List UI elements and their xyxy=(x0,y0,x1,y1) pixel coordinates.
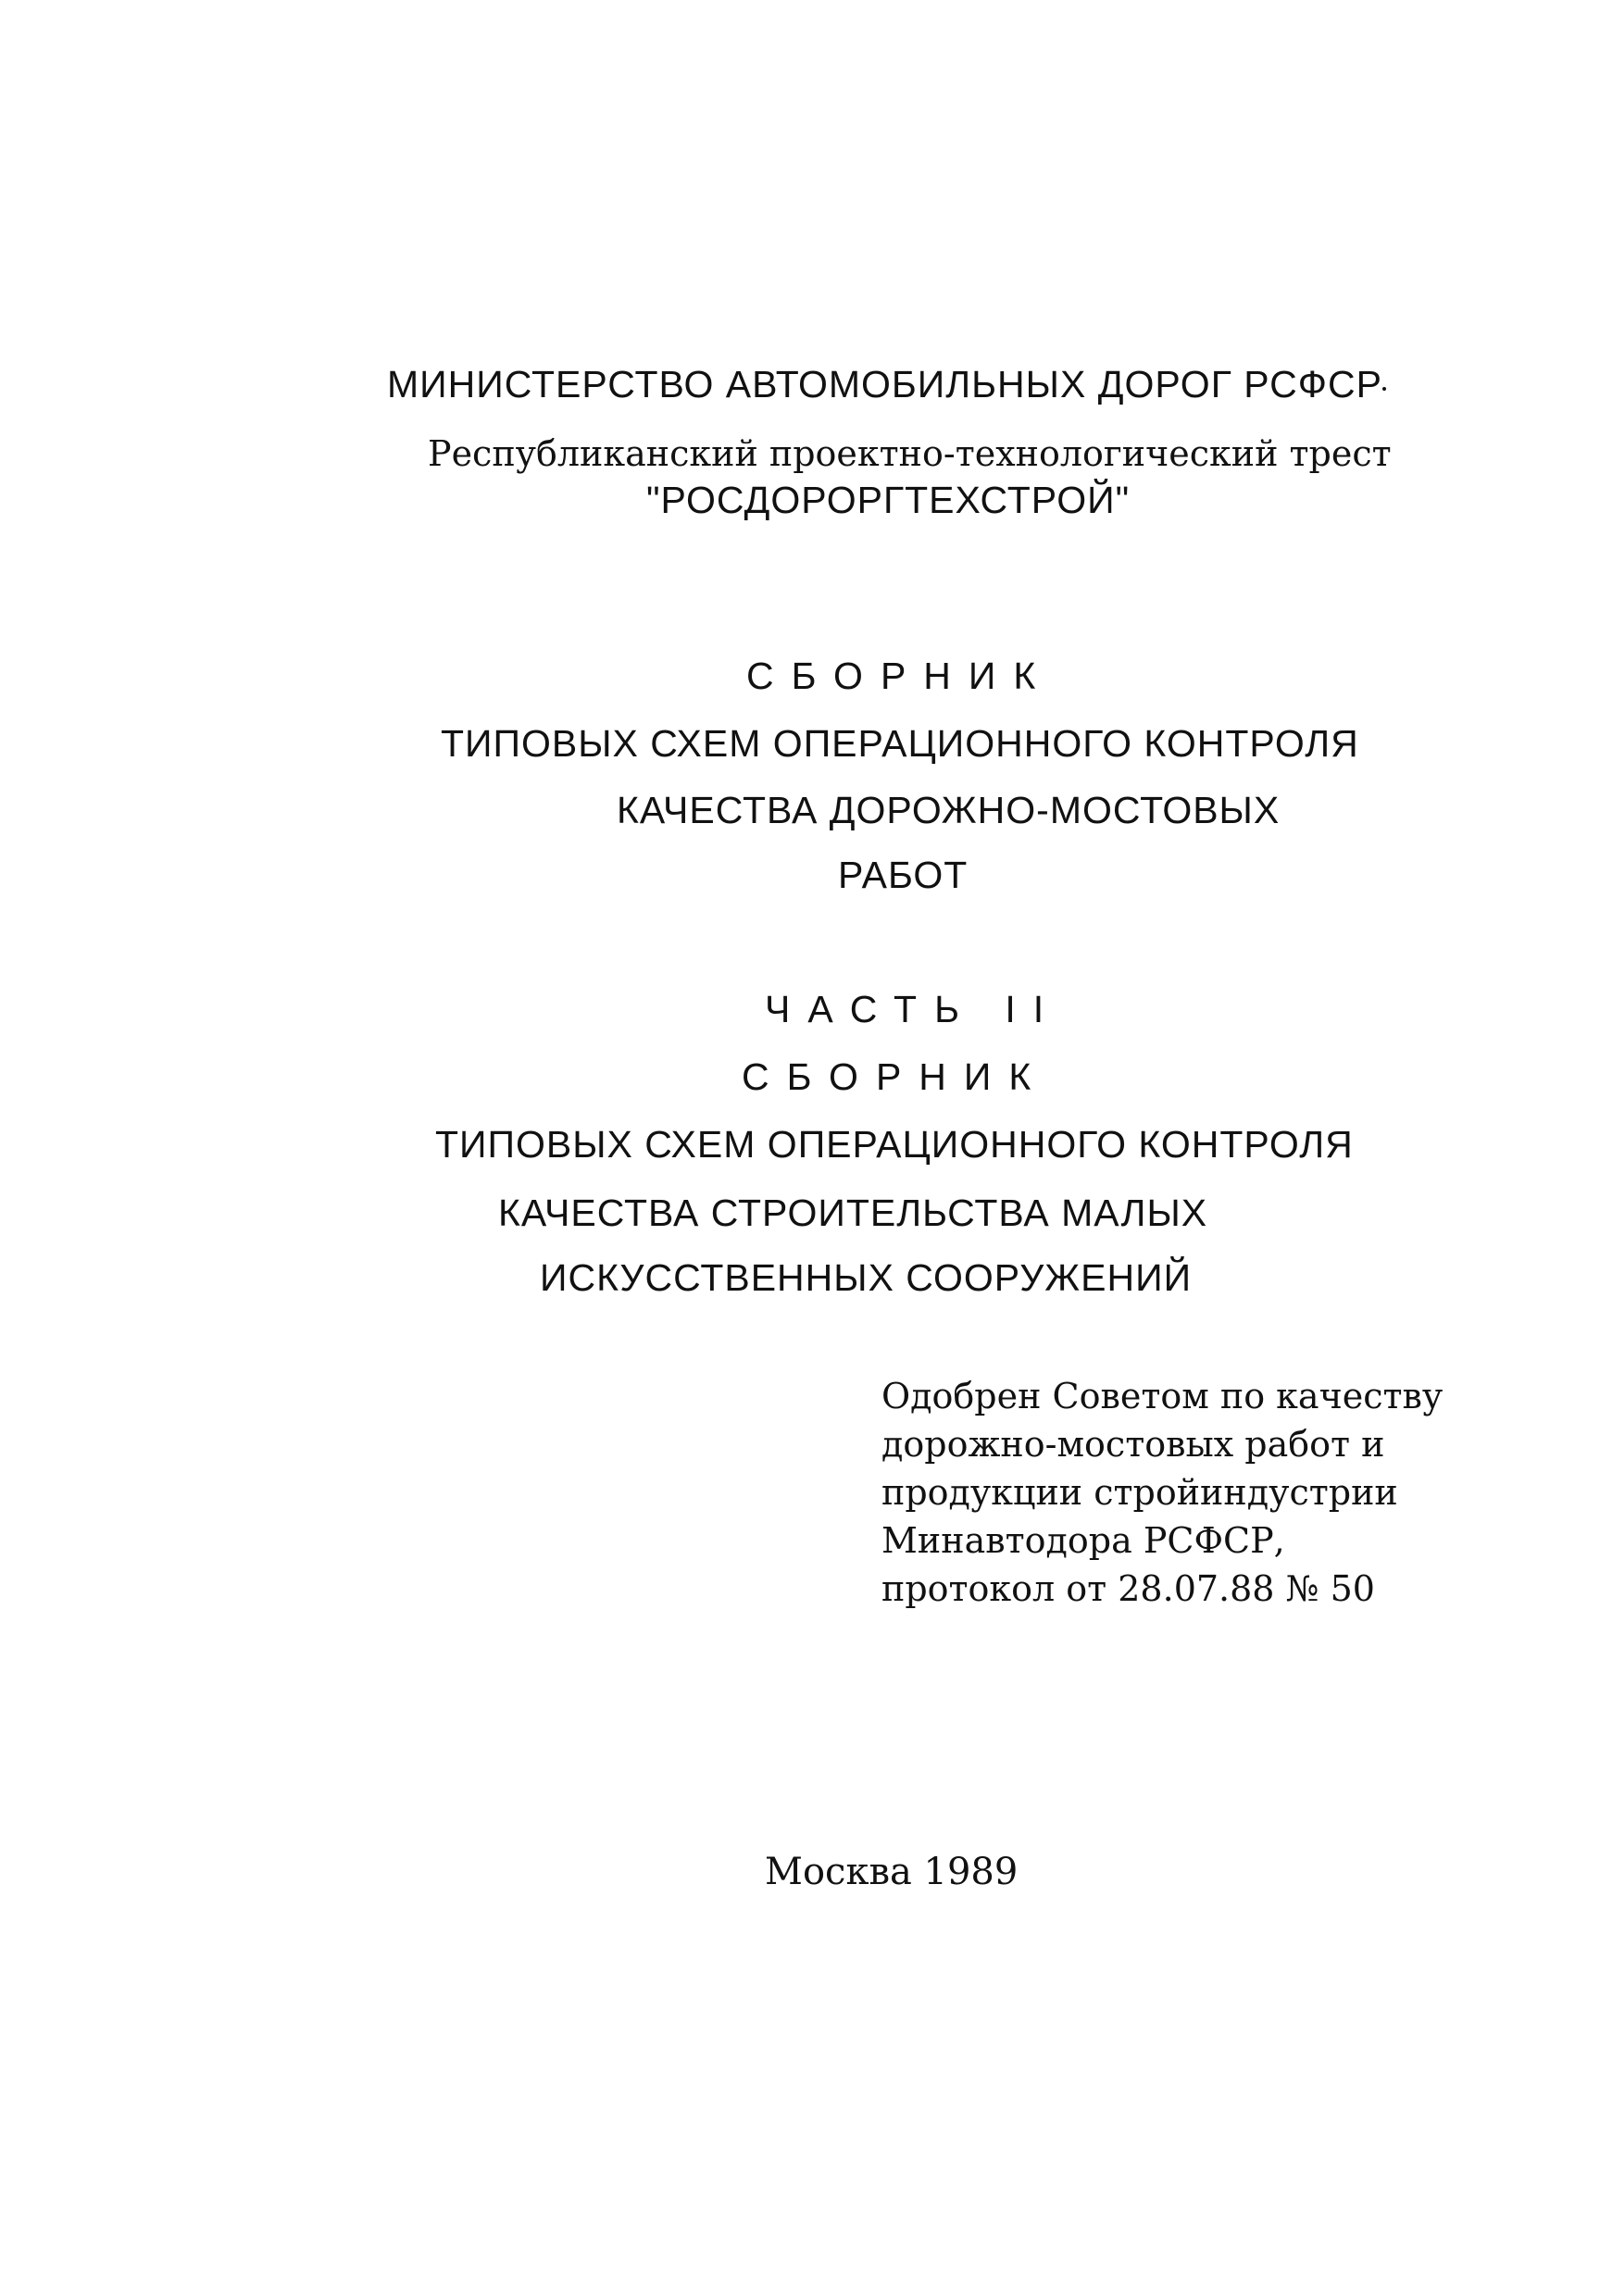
approval-line-1: Одобрен Советом по качеству xyxy=(881,1376,1444,1416)
approval-line-3: продукции стройиндустрии xyxy=(881,1472,1398,1513)
approval-line-2: дорожно-мостовых работ и xyxy=(881,1424,1385,1465)
part-heading: СБОРНИК xyxy=(742,1055,1049,1098)
part-title-line-1: ТИПОВЫХ СХЕМ ОПЕРАЦИОННОГО КОНТРОЛЯ xyxy=(435,1123,1354,1166)
collection-title-line-2: КАЧЕСТВА ДОРОЖНО-МОСТОВЫХ xyxy=(617,789,1281,831)
collection-heading: СБОРНИК xyxy=(746,655,1054,697)
trust-line: Республиканский проектно-технологический трест xyxy=(428,433,1392,474)
collection-title-line-1: ТИПОВЫХ СХЕМ ОПЕРАЦИОННОГО КОНТРОЛЯ xyxy=(441,722,1359,765)
print-speck xyxy=(1382,387,1386,391)
part-title-line-3: ИСКУССТВЕННЫХ СООРУЖЕНИЙ xyxy=(540,1256,1193,1299)
place-year: Москва 1989 xyxy=(765,1851,1019,1893)
part-label: ЧАСТЬ II xyxy=(765,988,1062,1030)
ministry-title: МИНИСТЕРСТВО АВТОМОБИЛЬНЫХ ДОРОГ РСФСР xyxy=(387,363,1382,406)
part-title-line-2: КАЧЕСТВА СТРОИТЕЛЬСТВА МАЛЫХ xyxy=(498,1192,1208,1234)
collection-title-line-3: РАБОТ xyxy=(838,854,969,896)
trust-name: "РОСДОРОРГТЕХСТРОЙ" xyxy=(646,479,1131,521)
approval-line-4: Минавтодора РСФСР, xyxy=(881,1520,1285,1561)
approval-line-5: протокол от 28.07.88 № 50 xyxy=(881,1568,1375,1609)
